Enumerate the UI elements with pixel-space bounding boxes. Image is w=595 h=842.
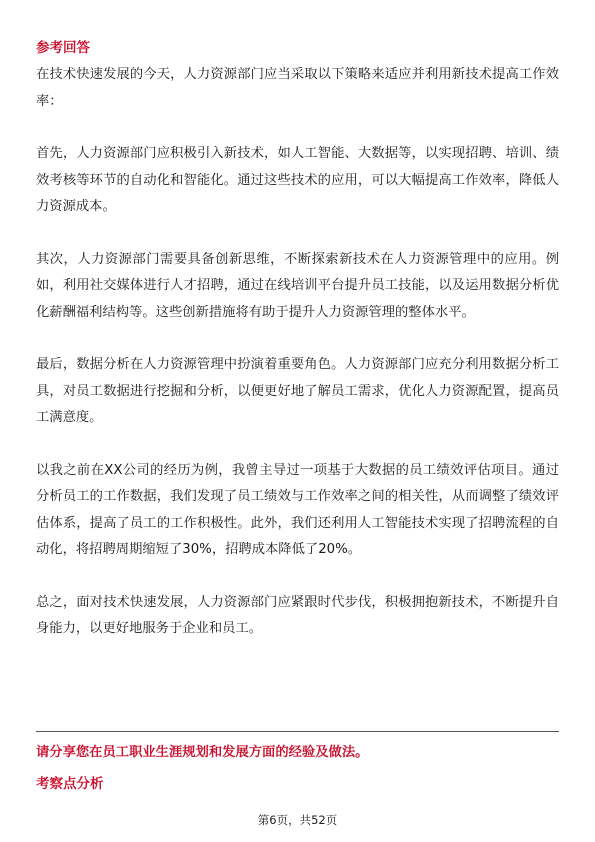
answer-paragraph-example: 以我之前在XX公司的经历为例，我曾主导过一项基于大数据的员工绩效评估项目。通过分析员工的工作数据，我们发现了员工绩效与工作效率之间的相关性，从而调整了绩效评估体系，提高了员工的工作积极性。此外，我们还利用人工智能技术实现了招聘流程的自动化，将招聘周期缩短了30%，招聘成本降低了20%。 bbox=[36, 462, 559, 557]
answer-section bbox=[36, 38, 559, 643]
answer-paragraph-second: 其次，人力资源部门需要具备创新思维，不断探索新技术在人力资源管理中的应用。例如，利用社交媒体进行人才招聘，通过在线培训平台提升员工技能，以及运用数据分析优化薪酬福利结构等。这些创新措施将有助于提升人力资源管理的整体水平。 bbox=[36, 251, 559, 320]
next-question: 请分享您在员工职业生涯规划和发展方面的经验及做法。 bbox=[36, 745, 369, 760]
answer-paragraph-summary: 总之，面对技术快速发展，人力资源部门应紧跟时代步伐，积极拥抱新技术，不断提升自身能力，以更好地服务于企业和员工。 bbox=[36, 594, 559, 636]
section-divider bbox=[36, 731, 559, 732]
page-footer: 第6页，共52页 bbox=[257, 813, 338, 827]
analysis-label: 考察点分析 bbox=[36, 776, 104, 792]
answer-paragraph-first: 首先，人力资源部门应积极引入新技术，如人工智能、大数据等，以实现招聘、培训、绩效考核等环节的自动化和智能化。通过这些技术的应用，可以大幅提高工作效率，降低人力资源成本。 bbox=[36, 146, 559, 214]
answer-paragraph-last: 最后，数据分析在人力资源管理中扮演着重要角色。人力资源部门应充分利用数据分析工具，对员工数据进行挖掘和分析，以便更好地了解员工需求，优化人力资源配置，提高员工满意度。 bbox=[36, 357, 559, 425]
answer-paragraph-intro: 在技术快速发展的今天，人力资源部门应当采取以下策略来适应并利用新技术提高工作效率： bbox=[36, 67, 559, 109]
answer-label: 参考回答 bbox=[36, 40, 90, 56]
